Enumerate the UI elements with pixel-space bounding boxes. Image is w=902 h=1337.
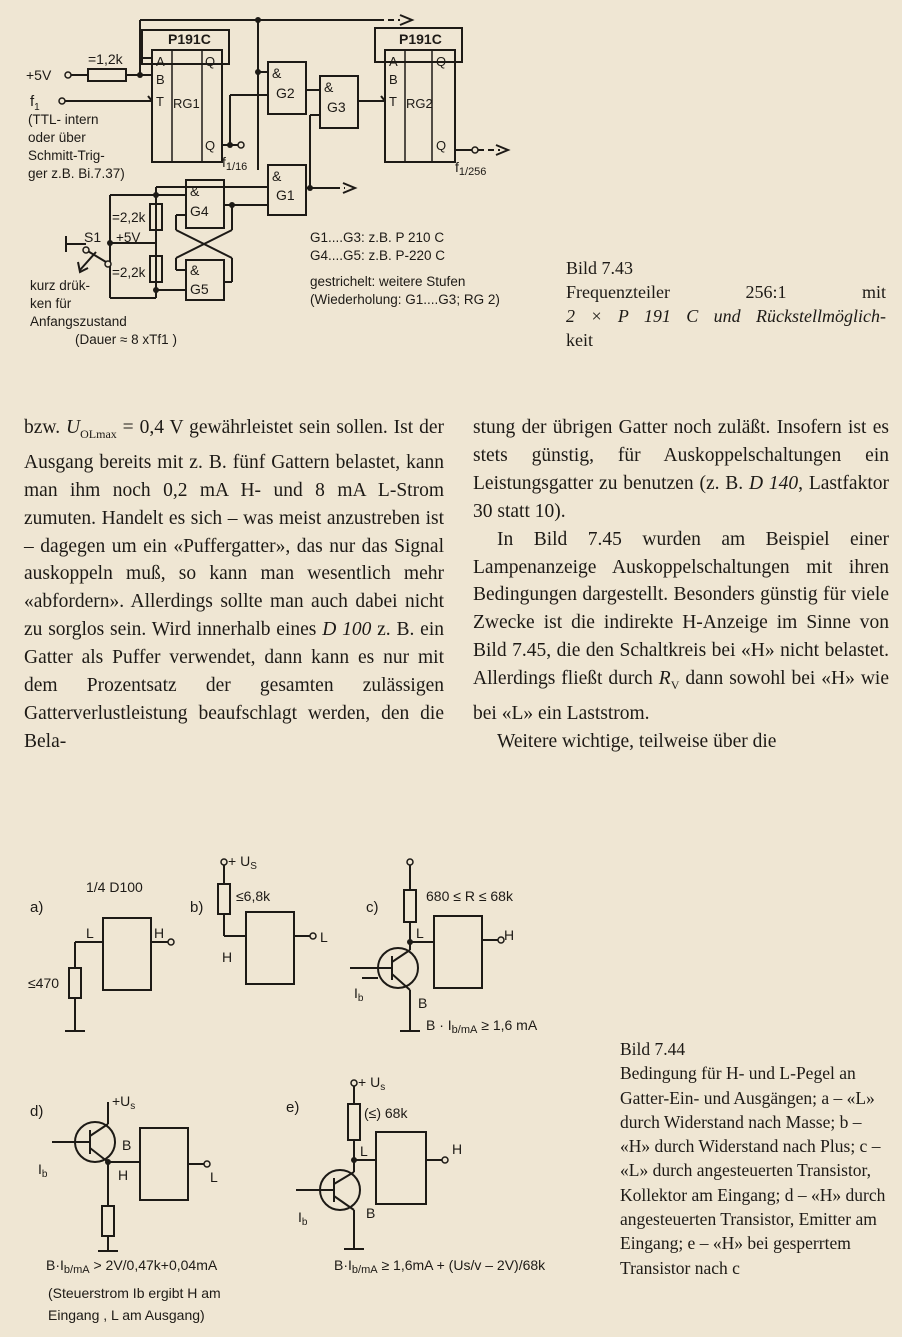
g4-and: & xyxy=(190,183,200,199)
caption-7-44-number: Bild 7.44 xyxy=(620,1039,686,1059)
pin-q-1: Q xyxy=(205,54,216,69)
fig-d-ib: $I_b$ xyxy=(38,1161,48,1180)
s1-supply: +5V xyxy=(116,230,141,245)
fig-d-in: H xyxy=(118,1167,129,1183)
g3-label: G3 xyxy=(327,99,346,115)
fig-e-supply: + $U_s$ xyxy=(358,1074,386,1093)
fig-c-in: L xyxy=(416,925,424,941)
res-22k-a-label: =2,2k xyxy=(112,210,146,225)
pin-a-2: A xyxy=(389,54,398,69)
fig-e-ib: $I_b$ xyxy=(298,1209,308,1228)
right-paragraph-1: stung der übrigen Gatter noch zuläßt. Insofern ist es stets günstig, für Auskoppelschaltungen ein Leistungsgatter zu benutzen (z. B. D 140, Lastfaktor 30 statt 10). xyxy=(473,417,889,522)
caption-7-43-line2: 2 × P 191 C und Rückstellmöglich- xyxy=(566,306,886,326)
reset-note-1: kurz drük- xyxy=(30,278,91,293)
right-paragraph-3: Weitere wichtige, teilweise über die xyxy=(497,730,777,752)
dashed-note-1: gestrichelt: weitere Stufen xyxy=(310,274,466,289)
caption-7-44-text: Bedingung für H- und L-Pegel an Gatter-Ein- und Ausgängen; a – «L» durch Widerstand nach Masse; b – «H» durch Widerstand nach Plus; c – «L» durch angesteuerten Transistor, Kollektor am Eingang; d – «H» durch angesteuerten Transistor, Emitter am Eingang; e – «H» bei gesperrtem Transistor nach c xyxy=(620,1063,886,1278)
pin-t-1: T xyxy=(156,94,164,109)
chip1-label: P191C xyxy=(168,31,211,47)
fig-c-gate xyxy=(434,916,482,988)
left-paragraph: bzw. $U_{OLmax} = 0,4$ V gewährleistet sein sollen. Ist der Ausgang bereits mit z. B. fünf Gattern belastet, kann man ihm noch 0,2 mA H- und 8 mA L-Strom zumuten. Handelt es sich – was meist anzustreben ist – dagegen um ein «Puffergatter», das nur das Signal auskoppeln muß, so kann man wesentlich mehr «abfordern». Allerdings sollte man auch dabei nicht zu sorglos sein. Wird innerhalb eines D 100 z. B. ein Gatter als Puffer verwendet, dann kann es nur mit dem Prozentsatz der gesamten zulässigen Gatterverlustleistung beaufschlagt werden, den die Bela- xyxy=(24,417,445,752)
caption-7-43-line3: keit xyxy=(566,330,593,350)
pin-t-2: T xyxy=(389,94,397,109)
g4-label: G4 xyxy=(190,203,209,219)
fig-e-in: L xyxy=(360,1143,368,1159)
fig-e-gate xyxy=(376,1132,426,1204)
pin-q-1b: Q xyxy=(205,138,216,153)
legend-2: G4....G5: z.B. P-220 C xyxy=(310,248,446,263)
f256-label: $f_{1/256}$ xyxy=(455,159,487,178)
pin-b-2: B xyxy=(389,72,398,87)
fig-d-supply: $+U_s$ xyxy=(112,1093,136,1112)
pin-q-2b: Q xyxy=(436,138,447,153)
pin-b-1: B xyxy=(156,72,165,87)
fig-c-tag: c) xyxy=(366,899,379,916)
fig-b-tag: b) xyxy=(190,899,204,916)
fig-b-gate xyxy=(246,912,294,984)
fig-c-cond: $B \cdot I_{b/mA} \ge 1,6$ mA xyxy=(426,1017,538,1036)
fig-d-note-1: (Steuerstrom Ib ergibt H am xyxy=(48,1285,221,1301)
fig-c-ib: $I_b$ xyxy=(354,985,364,1004)
fig-a-res: ≤470 xyxy=(28,975,60,991)
fig-a-gate xyxy=(103,918,151,990)
fig-d-resistor xyxy=(102,1206,114,1236)
g3-and: & xyxy=(324,79,334,95)
fig-c-base: B xyxy=(418,995,428,1011)
rg2-label: RG2 xyxy=(406,96,433,111)
reset-note-4: (Dauer ≈ 8 xTf1 ) xyxy=(75,332,177,347)
pin-a-1: A xyxy=(156,54,165,69)
fig-d-out: L xyxy=(210,1169,218,1185)
fig-b-in: H xyxy=(222,949,233,965)
fig-b-out: L xyxy=(320,929,328,945)
fig-e-cond: $B\cdot I_{b/mA} \ge 1,6mA + (Us/v - 2V)/68k$ xyxy=(334,1257,546,1276)
fig-a-in: L xyxy=(86,925,94,941)
fig-e-res: (≤) 68k xyxy=(364,1105,408,1121)
input-note-4: ger z.B. Bi.7.37) xyxy=(28,166,125,181)
fig-c-out: H xyxy=(504,927,515,943)
fig-a-resistor xyxy=(69,968,81,998)
caption-7-43-line1: Frequenzteiler 256:1 mit xyxy=(566,282,886,302)
legend-1: G1....G3: z.B. P 210 C xyxy=(310,230,445,245)
res-22k-b-label: =2,2k xyxy=(112,265,146,280)
fig-d-cond: $B\cdot I_{b/mA} > 2V/0,47k+0,04mA$ xyxy=(46,1257,218,1276)
fig-a-chip: 1/4 D100 xyxy=(86,879,143,895)
fig-b-res: ≤6,8k xyxy=(236,888,271,904)
caption-7-43-number: Bild 7.43 xyxy=(566,258,634,278)
s1-label: S1 xyxy=(84,229,102,245)
figure-7-44-caption xyxy=(620,1037,892,1280)
fig-e-base: B xyxy=(366,1205,376,1221)
reset-note-3: Anfangszustand xyxy=(30,314,127,329)
g2-label: G2 xyxy=(276,85,295,101)
chip2-label: P191C xyxy=(399,31,442,47)
reset-note-2: ken für xyxy=(30,296,72,311)
input-note-3: Schmitt-Trig- xyxy=(28,148,105,163)
g5-and: & xyxy=(190,262,200,278)
fig-b-resistor xyxy=(218,884,230,914)
fig-e-tag: e) xyxy=(286,1099,300,1116)
g5-label: G5 xyxy=(190,281,209,297)
pin-q-2: Q xyxy=(436,54,447,69)
input-note-1: (TTL- intern xyxy=(28,112,99,127)
fig-b-supply: + $U_S$ xyxy=(228,853,257,872)
g1-and: & xyxy=(272,168,282,184)
right-paragraph-2: In Bild 7.45 wurden am Beispiel einer Lampenanzeige Auskoppelschaltungen mit ihren Bedingungen dargestellt. Besonders günstig für viele Zwecke ist die indirekte H-Anzeige im Sinne von Bild 7.45, die den Schaltkreis bei «H» nicht belastet. Allerdings fließt durch $R_V$ dann sowohl bei «H» wie bei «L» ein Laststrom. xyxy=(473,528,890,724)
fig-e-resistor xyxy=(348,1104,360,1140)
fig-a-tag: a) xyxy=(30,899,44,916)
fig-d-base: B xyxy=(122,1137,132,1153)
supply-label: +5V xyxy=(26,67,52,83)
g1-label: G1 xyxy=(276,187,295,203)
dashed-note-2: (Wiederholung: G1....G3; RG 2) xyxy=(310,292,500,307)
fig-c-resistor xyxy=(404,890,416,922)
fig-d-tag: d) xyxy=(30,1103,44,1120)
input-note-2: oder über xyxy=(28,130,86,145)
fig-a-out: H xyxy=(154,925,165,941)
fig-d-note-2: Eingang , L am Ausgang) xyxy=(48,1307,205,1323)
rg1-label: RG1 xyxy=(173,96,200,111)
f16-label: $f_{1/16}$ xyxy=(222,154,248,173)
fig-e-out: H xyxy=(452,1141,463,1157)
resistor-1k2-label: =1,2k xyxy=(88,51,123,67)
fig-d-gate xyxy=(140,1128,188,1200)
fig-c-res: 680 ≤ R ≤ 68k xyxy=(426,888,513,904)
input-f1-label: $f_1$ xyxy=(30,93,40,113)
g2-and: & xyxy=(272,65,282,81)
